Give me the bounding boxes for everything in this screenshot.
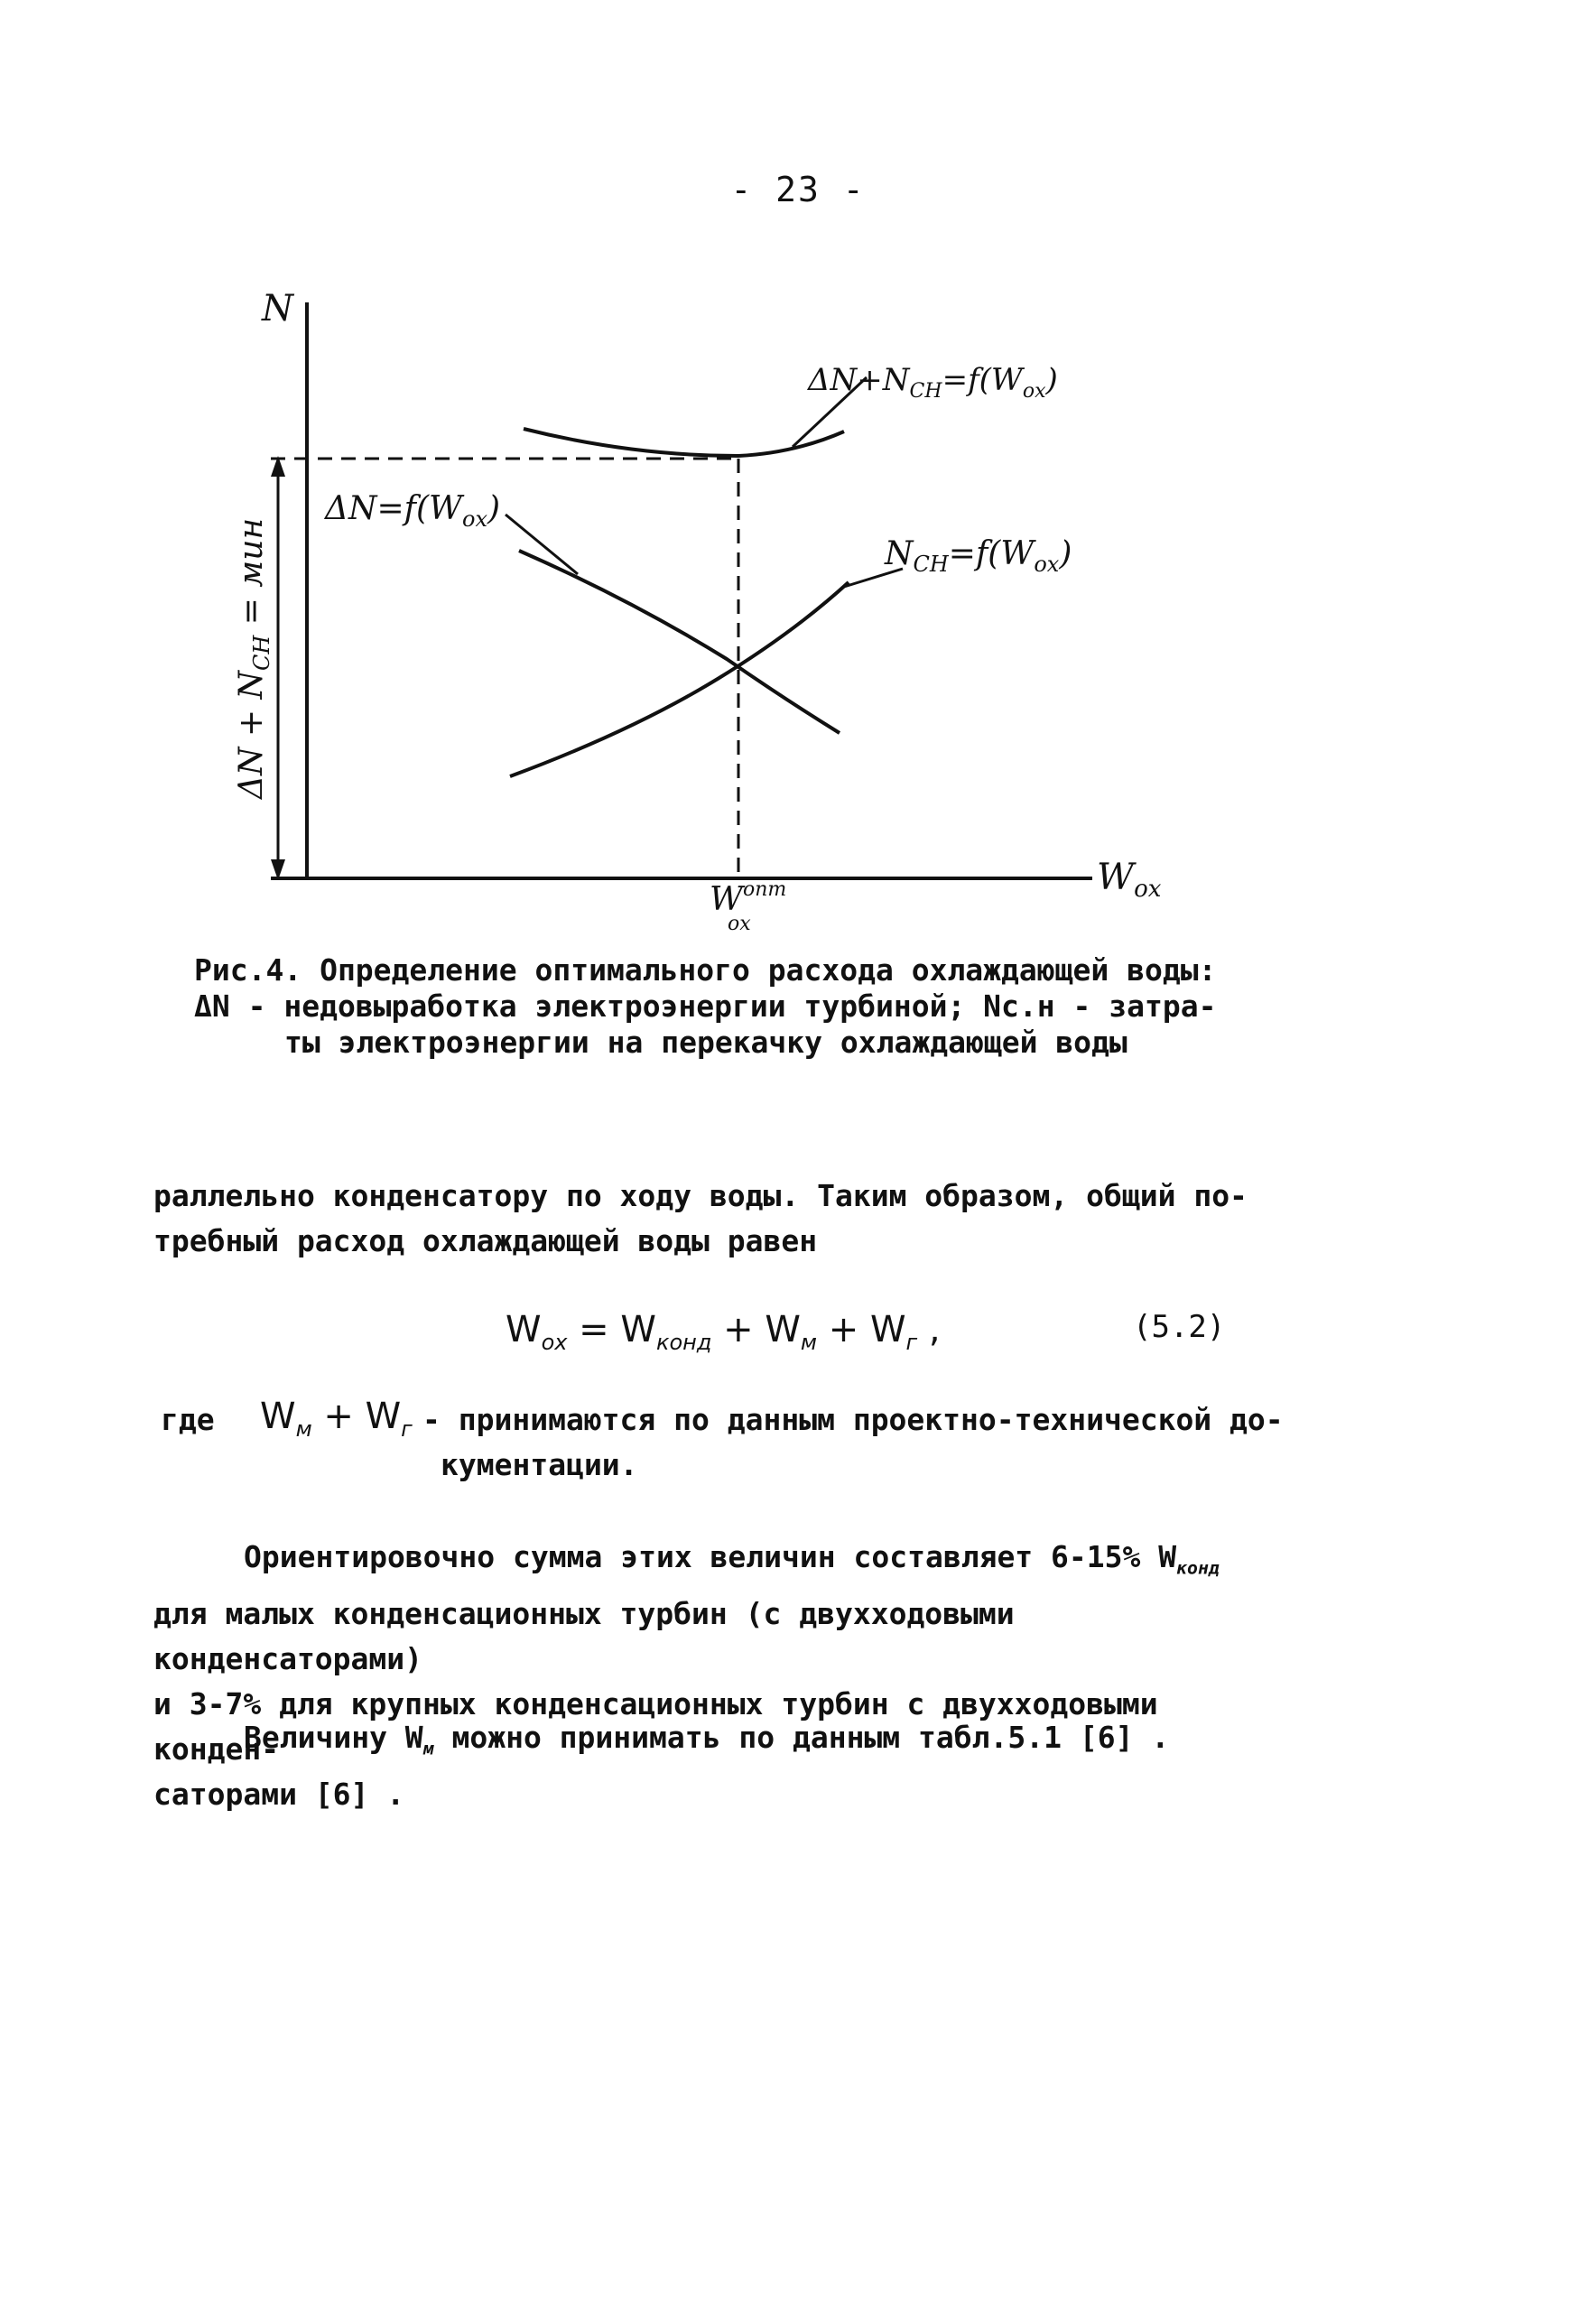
where-description: - принимаются по данным проектно-технической до- кументации. bbox=[422, 1402, 1284, 1482]
curve-delta-n bbox=[519, 551, 840, 733]
caption-line-3: ты электроэнергии на перекачку охлаждающей воды bbox=[284, 1025, 1127, 1060]
leader-delta-n bbox=[506, 515, 578, 574]
page-number: - 23 - bbox=[730, 170, 866, 209]
curve-n-sn-label: $N_{СН}=f(W_{ох})$ bbox=[885, 535, 1072, 577]
curve-delta-n-label: $\Delta N=f(W_{ох})$ bbox=[325, 490, 501, 532]
paragraph-1-line-2: требный расход охлаждающей воды равен bbox=[153, 1223, 818, 1258]
paragraph-1 bbox=[153, 1174, 1291, 1264]
paragraph-2 bbox=[153, 1535, 1291, 1817]
where-word: где bbox=[161, 1402, 215, 1437]
figure-caption bbox=[194, 952, 1277, 1061]
paragraph-3: Величину $W_м$ можно принимать по данным табл.5.1 [6] . bbox=[244, 1720, 1170, 1759]
x-tick-label: $W^{опт}$ bbox=[710, 878, 787, 918]
formula-5-2: $W_{ох} = W_{конд} + W_м + W_г$ , bbox=[506, 1309, 941, 1355]
paragraph-2-line-3: и 3-7% для крупных конденсационных турбин с двухходовыми конден- bbox=[153, 1685, 1158, 1767]
paragraph-2-line-1: Ориентировочно сумма этих величин составляет 6-15% $W_{конд}$ bbox=[244, 1539, 1220, 1579]
caption-line-2: ΔN - недовыработка электроэнергии турбиной; Nс.н - затра- bbox=[194, 988, 1217, 1024]
x-tick-label-sub: ох bbox=[728, 913, 751, 935]
y-interval-label: $\Delta N + N_{СН}$ = мин bbox=[233, 517, 274, 799]
paragraph-2-line-2: для малых конденсационных турбин (с двухходовыми конденсаторами) bbox=[153, 1595, 1015, 1676]
figure-optimal-flow bbox=[0, 0, 1596, 939]
x-axis-label: $W_{ох}$ bbox=[1097, 857, 1162, 903]
formula-number: (5.2) bbox=[1133, 1309, 1226, 1345]
caption-line-1: Рис.4. Определение оптимального расхода охлаждающей воды: bbox=[194, 952, 1217, 988]
curve-n-sn bbox=[510, 582, 849, 776]
y-axis-label: N bbox=[262, 288, 293, 329]
curve-sum-label: $\Delta N+N_{СН}=f(W_{ох})$ bbox=[808, 362, 1058, 403]
where-symbol: $W_м + W_г$ bbox=[260, 1396, 413, 1442]
paragraph-1-line-1: раллельно конденсатору по ходу воды. Таким образом, общий по- bbox=[153, 1178, 1248, 1213]
paragraph-2-line-4: саторами [6] . bbox=[153, 1776, 405, 1812]
